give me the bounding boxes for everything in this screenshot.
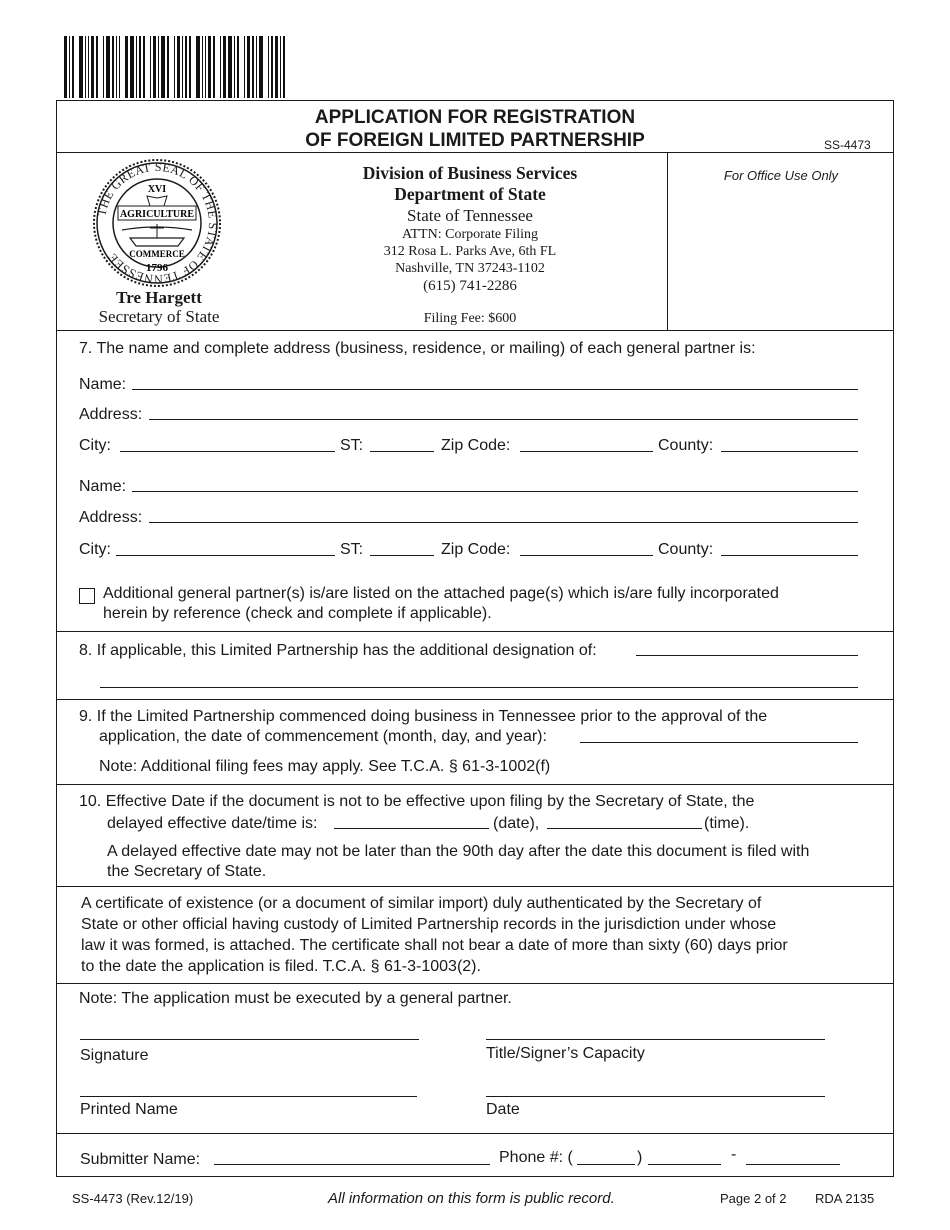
barcode-bar bbox=[271, 36, 273, 98]
barcode-bar bbox=[153, 36, 156, 98]
submitter-name-label: Submitter Name: bbox=[80, 1151, 201, 1168]
designation-field-2[interactable] bbox=[100, 687, 858, 688]
seal-year: 1796 bbox=[146, 262, 168, 274]
title-capacity-label: Title/Signer’s Capacity bbox=[486, 1045, 645, 1062]
divider bbox=[56, 784, 894, 785]
barcode bbox=[64, 36, 348, 98]
barcode-bar bbox=[268, 36, 269, 98]
section10-line-2: delayed effective date/time is: bbox=[107, 815, 318, 832]
divider bbox=[56, 330, 894, 331]
seal-upper-word: AGRICULTURE bbox=[119, 209, 195, 220]
attn-line: ATTN: Corporate Filing bbox=[401, 227, 539, 242]
barcode-bar bbox=[158, 36, 159, 98]
phone-paren-close: ) bbox=[637, 1149, 643, 1166]
title-line-1: APPLICATION FOR REGISTRATION bbox=[314, 107, 636, 128]
state-name: State of Tennessee bbox=[407, 206, 533, 225]
date-field[interactable] bbox=[486, 1096, 825, 1097]
barcode-bar bbox=[237, 36, 239, 98]
partner1-address-field[interactable] bbox=[149, 419, 858, 420]
barcode-bar bbox=[247, 36, 250, 98]
section9-line-2: application, the date of commencement (month, day, and year): bbox=[99, 728, 547, 745]
date-label: Date bbox=[486, 1101, 520, 1118]
partner2-county-field[interactable] bbox=[721, 555, 858, 556]
phone-line-field[interactable] bbox=[746, 1164, 840, 1165]
section7-prompt: 7. The name and complete address (business, residence, or mailing) of each general partner is: bbox=[79, 340, 756, 357]
barcode-bar bbox=[205, 36, 206, 98]
office-info bbox=[300, 163, 640, 296]
state-seal bbox=[92, 158, 222, 288]
divider bbox=[56, 983, 894, 984]
partner1-zip-field[interactable] bbox=[520, 451, 653, 452]
additional-partners-text-2: herein by reference (check and complete if applicable). bbox=[103, 605, 492, 622]
partner2-county-label: County: bbox=[658, 541, 714, 558]
execution-note: Note: The application must be executed by a general partner. bbox=[79, 990, 512, 1007]
title-capacity-field[interactable] bbox=[486, 1039, 825, 1040]
barcode-bar bbox=[88, 36, 89, 98]
section10-note-2: the Secretary of State. bbox=[107, 863, 267, 880]
footer-public-record: All information on this form is public record. bbox=[328, 1190, 615, 1207]
barcode-bar bbox=[64, 36, 67, 98]
city-line: Nashville, TN 37243-1102 bbox=[395, 261, 545, 276]
barcode-bar bbox=[143, 36, 145, 98]
seal-roman: XVI bbox=[147, 184, 167, 195]
barcode-bar bbox=[112, 36, 114, 98]
partner1-name-field[interactable] bbox=[132, 389, 858, 390]
divider bbox=[56, 699, 894, 700]
footer-rda: RDA 2135 bbox=[815, 1191, 875, 1206]
effective-date-label: (date), bbox=[493, 815, 540, 832]
printed-name-label: Printed Name bbox=[80, 1101, 178, 1118]
barcode-bar bbox=[256, 36, 257, 98]
partner1-city-label: City: bbox=[79, 437, 111, 454]
barcode-bar bbox=[275, 36, 278, 98]
barcode-bar bbox=[252, 36, 254, 98]
barcode-bar bbox=[69, 36, 70, 98]
barcode-bar bbox=[234, 36, 235, 98]
footer-page: Page 2 of 2 bbox=[720, 1191, 787, 1206]
barcode-bar bbox=[119, 36, 120, 98]
signature-field[interactable] bbox=[80, 1039, 419, 1040]
title-line-2: OF FOREIGN LIMITED PARTNERSHIP bbox=[305, 130, 645, 151]
designation-field-1[interactable] bbox=[636, 655, 858, 656]
barcode-bar bbox=[106, 36, 110, 98]
barcode-bar bbox=[116, 36, 117, 98]
barcode-bar bbox=[196, 36, 200, 98]
submitter-name-field[interactable] bbox=[214, 1164, 490, 1165]
partner2-st-field[interactable] bbox=[370, 555, 434, 556]
seal-outer-text: THE GREAT SEAL OF THE STATE OF TENNESSEE bbox=[94, 159, 221, 287]
signature-label: Signature bbox=[80, 1047, 149, 1064]
section9-note: Note: Additional filing fees may apply. See T.C.A. § 61-3-1002(f) bbox=[99, 758, 551, 775]
barcode-bar bbox=[167, 36, 169, 98]
barcode-bar bbox=[136, 36, 137, 98]
partner2-address-field[interactable] bbox=[149, 522, 858, 523]
certificate-line-2: State or other official having custody of Limited Partnership records in the jurisdiction under whose bbox=[81, 916, 777, 933]
barcode-bar bbox=[177, 36, 180, 98]
phone-label: Phone #: ( bbox=[499, 1149, 573, 1166]
phone-dash: - bbox=[731, 1146, 737, 1163]
partner2-st-label: ST: bbox=[340, 541, 364, 558]
office-phone: (615) 741-2286 bbox=[423, 278, 517, 294]
barcode-bar bbox=[85, 36, 86, 98]
barcode-bar bbox=[103, 36, 104, 98]
divider bbox=[56, 886, 894, 887]
barcode-bar bbox=[202, 36, 203, 98]
partner1-county-label: County: bbox=[658, 437, 714, 454]
official-title: Secretary of State bbox=[98, 307, 220, 326]
seal-lower-word: COMMERCE bbox=[129, 249, 185, 259]
phone-area-code-field[interactable] bbox=[577, 1164, 635, 1165]
certificate-line-4: to the date the application is filed. T.C.A. § 61-3-1003(2). bbox=[81, 958, 481, 975]
barcode-bar bbox=[161, 36, 165, 98]
barcode-bar bbox=[189, 36, 191, 98]
certificate-line-3: law it was formed, is attached. The certificate shall not bear a date of more than sixty (60) days prior bbox=[81, 937, 788, 954]
printed-name-field[interactable] bbox=[80, 1096, 417, 1097]
divider bbox=[56, 631, 894, 632]
barcode-bar bbox=[259, 36, 263, 98]
partner1-name-label: Name: bbox=[79, 376, 127, 393]
partner2-city-label: City: bbox=[79, 541, 111, 558]
barcode-bar bbox=[223, 36, 226, 98]
office-use-label: For Office Use Only bbox=[723, 168, 839, 183]
barcode-bar bbox=[283, 36, 285, 98]
barcode-bar bbox=[213, 36, 215, 98]
barcode-bar bbox=[244, 36, 245, 98]
barcode-bar bbox=[174, 36, 175, 98]
phone-prefix-field[interactable] bbox=[648, 1164, 721, 1165]
partner1-zip-label: Zip Code: bbox=[441, 437, 511, 454]
effective-time-label: (time). bbox=[704, 815, 750, 832]
footer-revision: SS-4473 (Rev.12/19) bbox=[72, 1191, 194, 1206]
filing-fee: Filing Fee: $600 bbox=[423, 311, 517, 326]
barcode-bar bbox=[228, 36, 232, 98]
barcode-bar bbox=[96, 36, 98, 98]
barcode-bar bbox=[130, 36, 134, 98]
partner2-name-field[interactable] bbox=[132, 491, 858, 492]
partner1-county-field[interactable] bbox=[721, 451, 858, 452]
barcode-bar bbox=[182, 36, 183, 98]
form-title bbox=[240, 106, 710, 152]
certificate-line-1: A certificate of existence (or a document of similar import) duly authenticated by the Secretary of bbox=[81, 895, 762, 912]
partner2-zip-field[interactable] bbox=[520, 555, 653, 556]
divider bbox=[56, 1133, 894, 1134]
barcode-bar bbox=[72, 36, 74, 98]
effective-date-field[interactable] bbox=[334, 828, 489, 829]
street-line: 312 Rosa L. Parks Ave, 6th FL bbox=[383, 244, 557, 259]
partner1-st-field[interactable] bbox=[370, 451, 434, 452]
barcode-bar bbox=[208, 36, 211, 98]
barcode-bar bbox=[125, 36, 128, 98]
section9-line-1: 9. If the Limited Partnership commenced doing business in Tennessee prior to the approval of the bbox=[79, 708, 768, 725]
section10-line-1: 10. Effective Date if the document is not to be effective upon filing by the Secretary of State, the bbox=[79, 793, 755, 810]
partner2-name-label: Name: bbox=[79, 478, 127, 495]
partner2-address-label: Address: bbox=[79, 509, 143, 526]
additional-partners-text-1: Additional general partner(s) is/are listed on the attached page(s) which is/are fully incorporated bbox=[103, 585, 779, 602]
barcode-bar bbox=[139, 36, 141, 98]
section10-note-1: A delayed effective date may not be later than the 90th day after the date this document is filed with bbox=[107, 843, 810, 860]
partner1-st-label: ST: bbox=[340, 437, 364, 454]
partner2-city-field[interactable] bbox=[116, 555, 335, 556]
form-code: SS-4473 bbox=[824, 138, 871, 152]
official-name: Tre Hargett bbox=[116, 288, 202, 307]
partner1-address-label: Address: bbox=[79, 406, 143, 423]
division-name: Division of Business Services bbox=[362, 163, 578, 183]
barcode-bar bbox=[280, 36, 281, 98]
section8-prompt: 8. If applicable, this Limited Partnership has the additional designation of: bbox=[79, 642, 597, 659]
partner1-city-field[interactable] bbox=[120, 451, 335, 452]
additional-partners-checkbox[interactable] bbox=[79, 588, 95, 604]
department-name: Department of State bbox=[394, 184, 546, 204]
divider bbox=[56, 152, 894, 153]
effective-time-field[interactable] bbox=[547, 828, 702, 829]
barcode-bar bbox=[79, 36, 83, 98]
barcode-bar bbox=[220, 36, 221, 98]
commencement-date-field[interactable] bbox=[580, 742, 858, 743]
barcode-bar bbox=[91, 36, 94, 98]
barcode-bar bbox=[150, 36, 151, 98]
barcode-bar bbox=[185, 36, 187, 98]
partner2-zip-label: Zip Code: bbox=[441, 541, 511, 558]
